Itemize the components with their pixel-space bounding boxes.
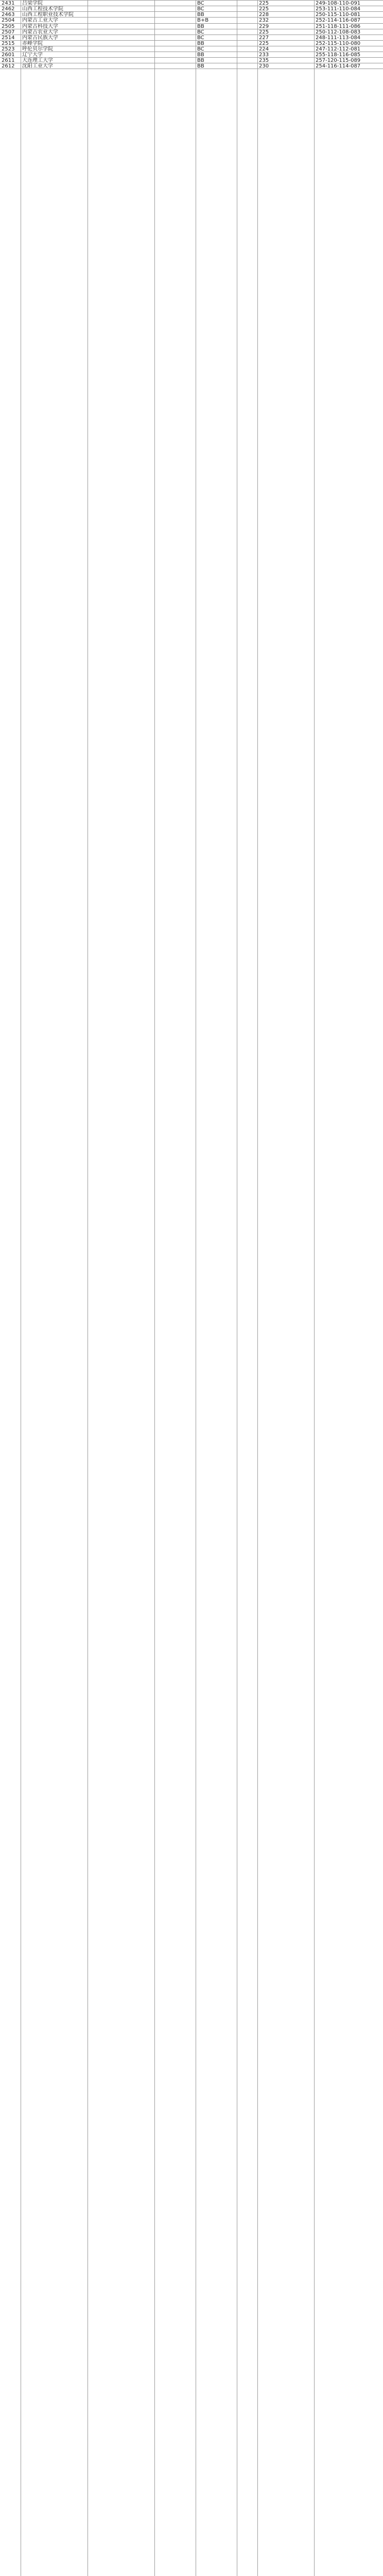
cell-score: 225 [259,40,269,46]
cell-f2: BB [197,12,204,18]
cell-code: 2601 [2,52,15,58]
cell-note [88,12,154,17]
cell-sub [237,12,257,17]
cell-note [88,58,154,63]
cell-code: 2523 [2,46,15,52]
column-divider [154,0,155,2576]
table-row [0,63,383,69]
cell-name: 赤峰学院 [22,40,43,46]
cell-f2: BB [197,40,204,46]
cell-f1 [154,63,196,68]
cell-sub [237,41,257,46]
cell-name: 山西工程职业技术学院 [22,12,74,18]
cell-code: 2463 [2,12,15,18]
cell-sub [237,35,257,40]
cell-f1 [154,6,196,11]
cell-score: 224 [259,46,269,52]
cell-score: 232 [259,18,269,23]
cell-f2: BC [197,6,204,12]
table-row [0,0,383,6]
cell-f2: BC [197,29,204,35]
cell-note [88,41,154,46]
table-row [0,11,383,17]
cell-sub [237,46,257,52]
cell-code: 2611 [2,58,15,63]
cell-f2: BC [197,46,204,52]
table-row [0,46,383,52]
cell-rank: 257-120-115-089 [316,58,361,63]
cell-f1 [154,24,196,29]
cell-code: 2504 [2,18,15,23]
cell-rank: 252-114-116-087 [316,18,361,23]
table-row [0,6,383,11]
cell-rank: 252-115-110-080 [316,40,361,46]
cell-f1 [154,58,196,63]
cell-note [88,1,154,6]
cell-f2: BC [197,1,204,6]
cell-name: 沈阳工业大学 [22,63,53,69]
cell-score: 225 [259,1,269,6]
cell-rank: 247-112-112-081 [316,46,361,52]
cell-rank: 254-116-114-087 [316,63,361,69]
cell-note [88,6,154,11]
cell-code: 2507 [2,29,15,35]
cell-rank: 253-111-110-084 [316,6,361,12]
cell-f1 [154,41,196,46]
cell-sub [237,58,257,63]
cell-f1 [154,52,196,57]
cell-score: 225 [259,6,269,12]
cell-note [88,29,154,35]
table-row [0,40,383,46]
cell-f1 [154,46,196,52]
cell-score: 225 [259,29,269,35]
cell-name: 辽宁大学 [22,52,43,58]
cell-rank: 250-112-108-083 [316,29,361,35]
cell-score: 228 [259,12,269,18]
cell-code: 2515 [2,40,15,46]
cell-name: 大连理工大学 [22,58,53,63]
cell-code: 2431 [2,1,15,6]
cell-note [88,52,154,57]
cell-sub [237,52,257,57]
cell-f2: BB [197,58,204,63]
table-row [0,23,383,29]
cell-code: 2462 [2,6,15,12]
cell-f2: BC [197,35,204,40]
cell-f2: BB [197,52,204,58]
cell-f1 [154,12,196,17]
cell-name: 吕梁学院 [22,1,43,6]
cell-sub [237,18,257,23]
cell-name: 内蒙古农业大学 [22,29,58,35]
cell-note [88,35,154,40]
cell-code: 2514 [2,35,15,40]
cell-note [88,24,154,29]
cell-f2: B+B [197,18,209,23]
cell-f1 [154,35,196,40]
cell-f2: BB [197,23,204,29]
cell-sub [237,24,257,29]
cell-score: 229 [259,23,269,29]
cell-rank: 255-118-116-085 [316,52,361,58]
column-divider [314,0,315,2576]
cell-code: 2505 [2,23,15,29]
cell-note [88,46,154,52]
cell-score: 230 [259,63,269,69]
cell-name: 内蒙古工业大学 [22,18,58,23]
cell-sub [237,1,257,6]
cell-f1 [154,18,196,23]
cell-score: 233 [259,52,269,58]
cell-score: 227 [259,35,269,40]
column-divider [257,0,258,2576]
cell-name: 内蒙古民族大学 [22,35,58,40]
cell-name: 山西工程技术学院 [22,6,63,12]
cell-sub [237,6,257,11]
cell-note [88,63,154,68]
cell-name: 内蒙古科技大学 [22,23,58,29]
cell-code: 2612 [2,63,15,69]
table-row [0,17,383,23]
table-row [0,29,383,35]
cell-rank: 250-115-110-081 [316,12,361,18]
cell-f1 [154,29,196,35]
cell-rank: 248-111-113-084 [316,35,361,40]
cell-rank: 249-108-110-091 [316,1,361,6]
cell-sub [237,63,257,68]
cell-f1 [154,1,196,6]
cell-f2: BB [197,63,204,69]
table-row [0,52,383,57]
cell-score: 235 [259,58,269,63]
table-row [0,35,383,40]
cell-note [88,18,154,23]
cell-name: 呼伦贝尔学院 [22,46,53,52]
cell-rank: 251-118-111-086 [316,23,361,29]
table-row [0,57,383,63]
cell-sub [237,29,257,35]
